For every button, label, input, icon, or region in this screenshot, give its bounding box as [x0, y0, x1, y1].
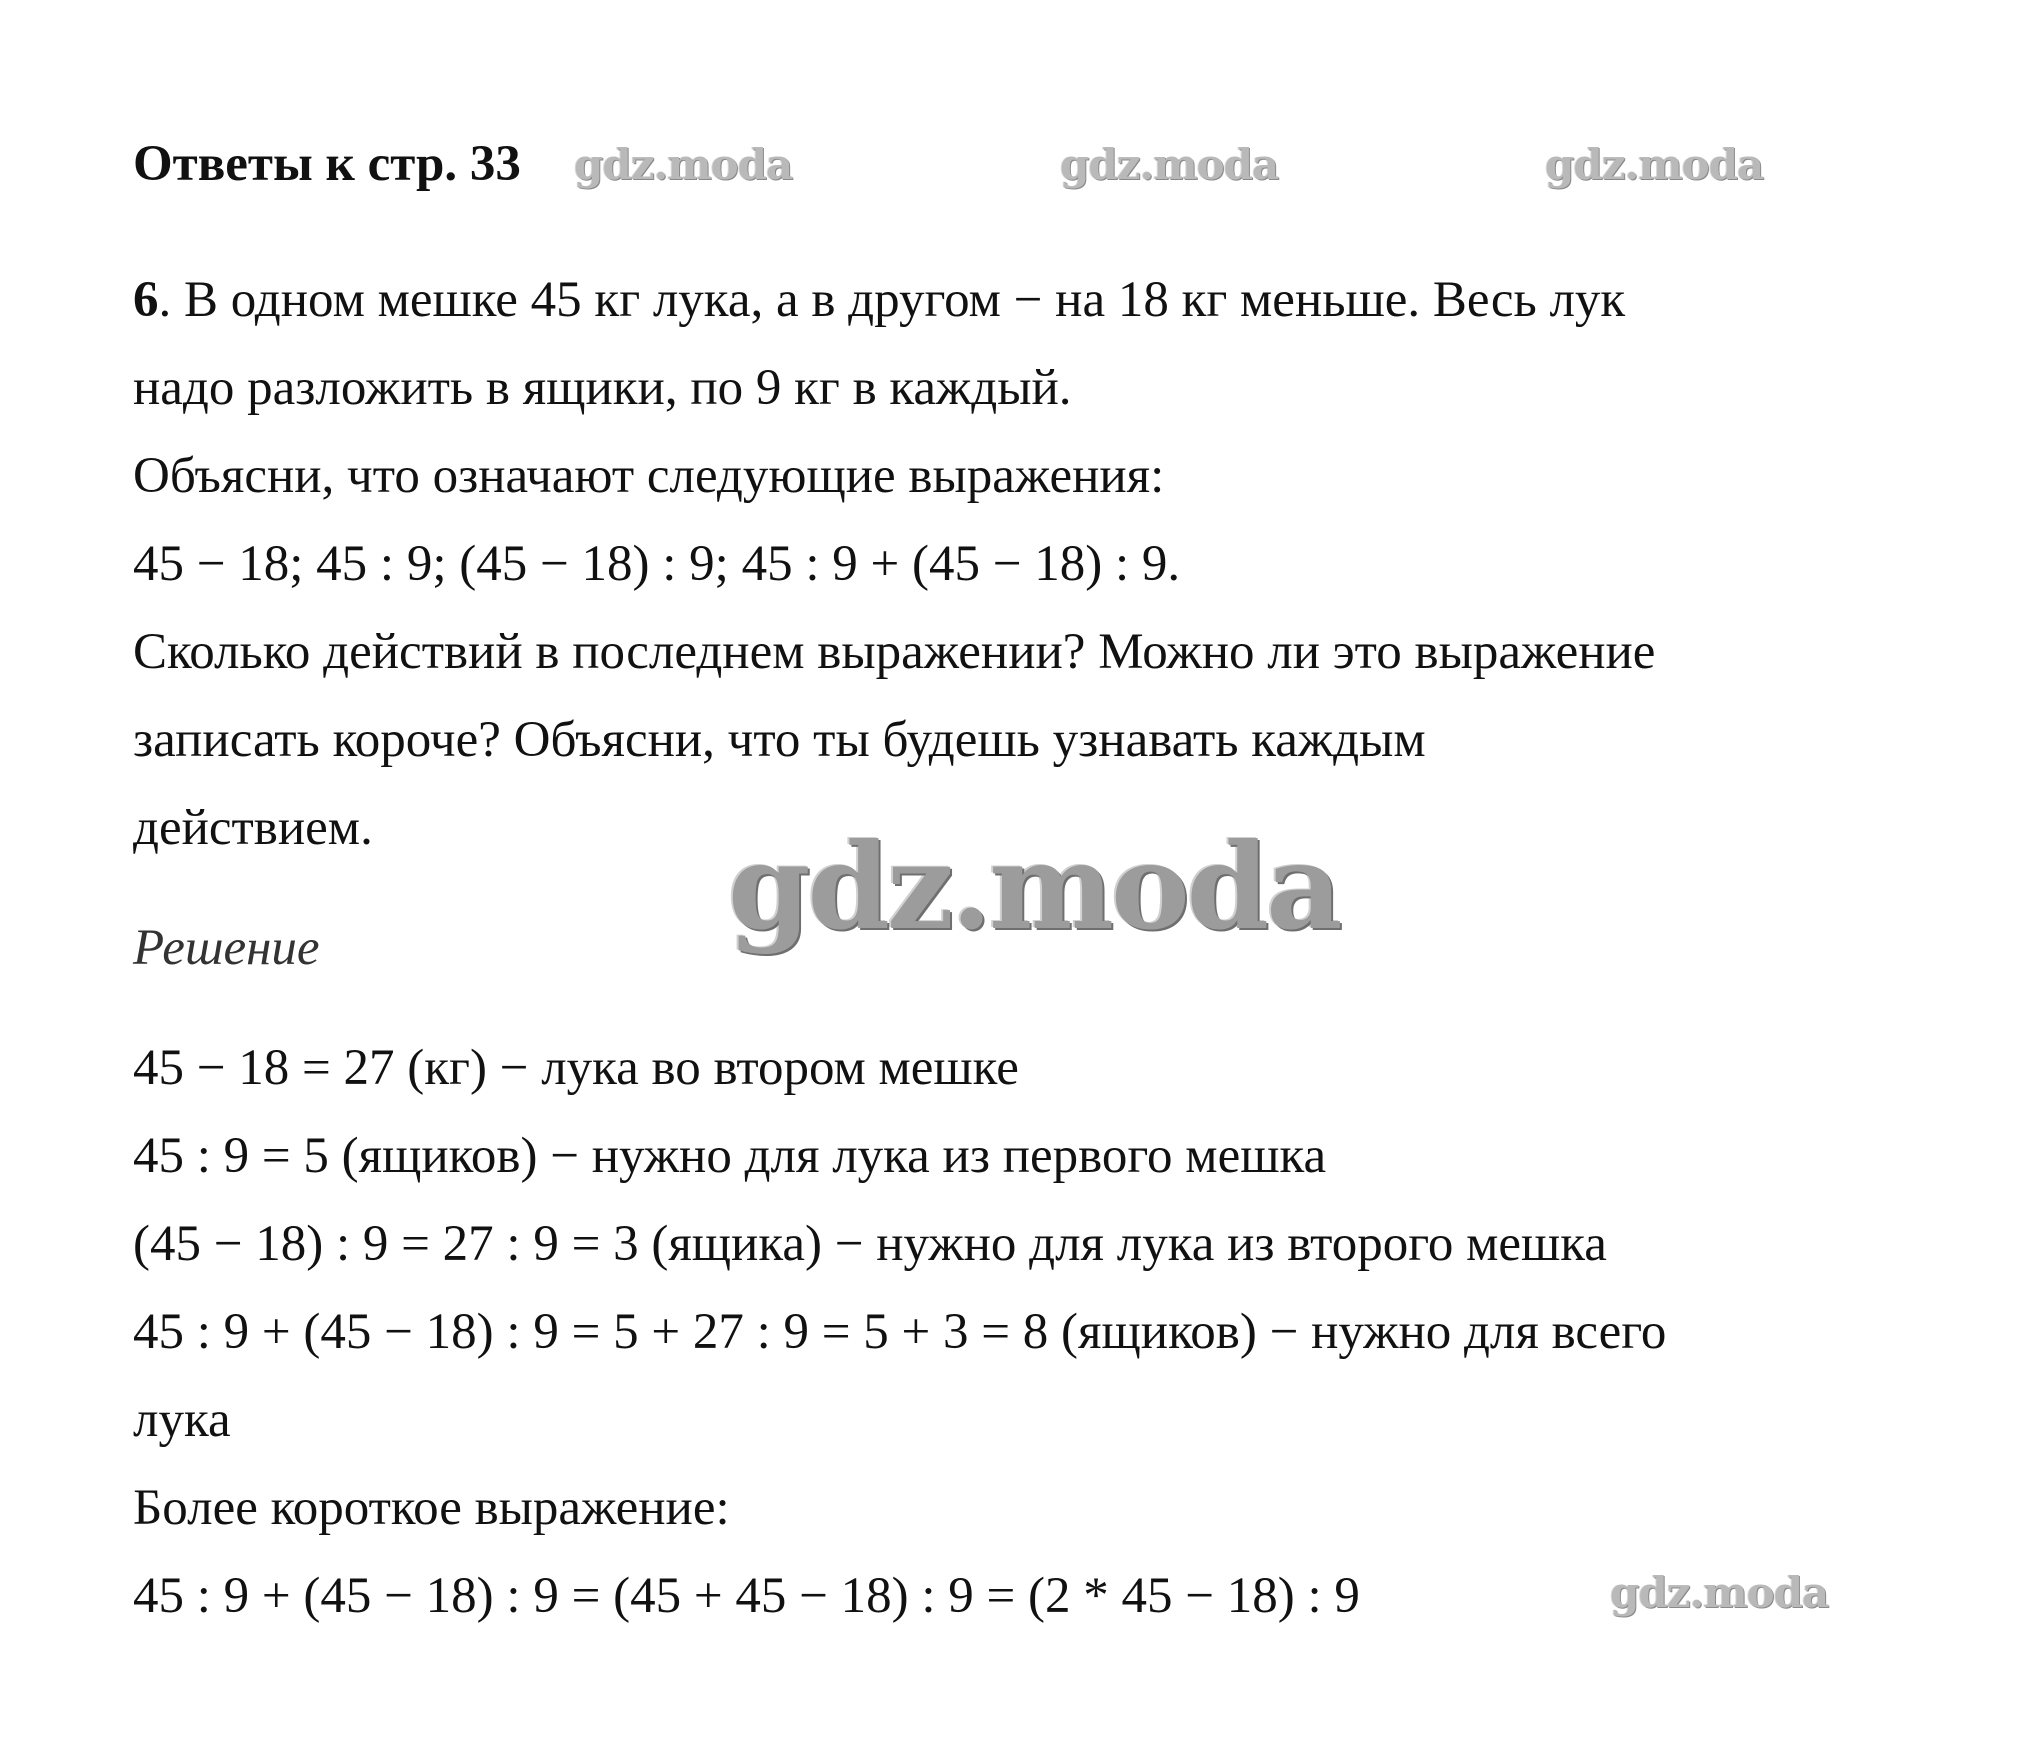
watermark-bottom: gdz.moda	[1610, 1568, 1829, 1617]
task-line-2: надо разложить в ящики, по 9 кг в каждый.	[133, 360, 1072, 416]
solution-step-4-continued: лука	[133, 1392, 231, 1448]
task-line-7: действием.	[133, 800, 373, 856]
task-line-6: записать короче? Объясни, что ты будешь узнавать каждым	[133, 712, 1426, 768]
short-expression-label: Более короткое выражение:	[133, 1480, 730, 1536]
page-title: Ответы к стр. 33	[133, 136, 521, 192]
solution-step-4: 45 : 9 + (45 − 18) : 9 = 5 + 27 : 9 = 5 + 3 = 8 (ящиков) − нужно для всего	[133, 1304, 1667, 1360]
task-number: 6	[133, 272, 159, 328]
watermark-header-2: gdz.moda	[1060, 140, 1279, 189]
task-line-1	[133, 270, 1625, 330]
watermark-header-1: gdz.moda	[574, 140, 793, 189]
task-line-5: Сколько действий в последнем выражении? Можно ли это выражение	[133, 624, 1656, 680]
task-expressions: 45 − 18; 45 : 9; (45 − 18) : 9; 45 : 9 + (45 − 18) : 9.	[133, 536, 1181, 592]
solution-heading: Решение	[133, 920, 320, 976]
solution-step-2: 45 : 9 = 5 (ящиков) − нужно для лука из первого мешка	[133, 1128, 1327, 1184]
solution-step-1: 45 − 18 = 27 (кг) − лука во втором мешке	[133, 1040, 1019, 1096]
solution-step-3: (45 − 18) : 9 = 27 : 9 = 3 (ящика) − нужно для лука из второго мешка	[133, 1216, 1607, 1272]
watermark-header-3: gdz.moda	[1545, 140, 1764, 189]
watermark-center: gdz.moda	[728, 817, 1340, 956]
task-text-1: . В одном мешке 45 кг лука, а в другом − на 18 кг меньше. Весь лук	[158, 272, 1626, 328]
task-line-3: Объясни, что означают следующие выражения:	[133, 448, 1165, 504]
short-expression: 45 : 9 + (45 − 18) : 9 = (45 + 45 − 18) : 9 = (2 * 45 − 18) : 9	[133, 1568, 1360, 1624]
